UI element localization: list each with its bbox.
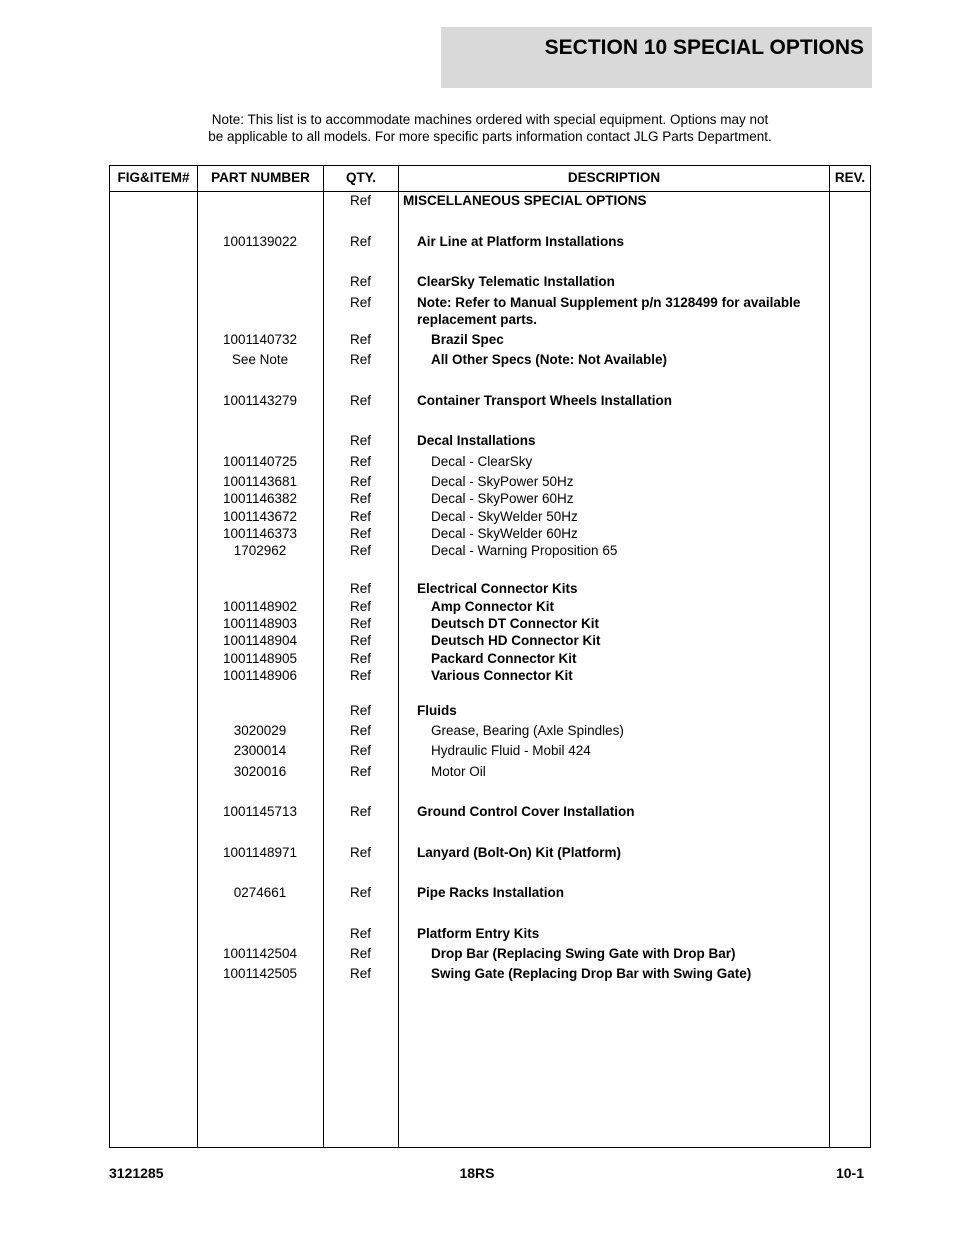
description-cell: Electrical Connector Kits: [417, 581, 578, 596]
part-number-cell: 0274661: [233, 885, 287, 900]
description-cell: Drop Bar (Replacing Swing Gate with Drop Bar): [431, 946, 736, 961]
description-cell: Decal - SkyPower 60Hz: [431, 491, 574, 506]
description-cell: MISCELLANEOUS SPECIAL OPTIONS: [403, 193, 647, 208]
description-cell: Container Transport Wheels Installation: [417, 393, 673, 408]
description-cell: Air Line at Platform Installations: [417, 234, 625, 249]
qty-cell: Ref: [349, 599, 371, 614]
footer-model: 18RS: [459, 1165, 495, 1181]
qty-cell: Ref: [349, 274, 371, 289]
qty-cell: Ref: [349, 668, 371, 683]
qty-cell: Ref: [349, 474, 371, 489]
qty-cell: Ref: [349, 633, 371, 648]
qty-cell: Ref: [349, 352, 371, 367]
part-number-cell: 1001143672: [222, 509, 298, 524]
description-cell: Decal - SkyPower 50Hz: [431, 474, 574, 489]
part-number-cell: 1001145713: [222, 804, 298, 819]
column-header-rev: REV.: [834, 170, 866, 185]
intro-note: [150, 111, 830, 145]
part-number-cell: 1001148906: [222, 668, 298, 683]
description-cell: Various Connector Kit: [431, 668, 573, 683]
part-number-cell: 3020016: [233, 764, 287, 779]
qty-cell: Ref: [349, 454, 371, 469]
qty-cell: Ref: [349, 332, 371, 347]
qty-cell: Ref: [349, 393, 371, 408]
description-cell: Decal Installations: [417, 433, 536, 448]
qty-cell: Ref: [349, 509, 371, 524]
description-cell: Hydraulic Fluid - Mobil 424: [431, 743, 591, 758]
qty-cell: Ref: [349, 966, 371, 981]
description-cell: All Other Specs (Note: Not Available): [431, 352, 668, 367]
qty-cell: Ref: [349, 433, 371, 448]
description-cell: Decal - SkyWelder 50Hz: [431, 509, 578, 524]
qty-cell: Ref: [349, 764, 371, 779]
qty-cell: Ref: [349, 193, 371, 208]
column-header-description: DESCRIPTION: [567, 170, 661, 185]
part-number-cell: 1001148905: [222, 651, 298, 666]
part-number-cell: 1001148971: [222, 845, 298, 860]
qty-cell: Ref: [349, 581, 371, 596]
intro-note-line-1: Note: This list is to accommodate machines ordered with special equipment. Options may not: [211, 112, 769, 127]
qty-cell: Ref: [349, 845, 371, 860]
qty-cell: Ref: [349, 723, 371, 738]
description-cell: Decal - SkyWelder 60Hz: [431, 526, 578, 541]
qty-cell: Ref: [349, 491, 371, 506]
description-cell: Pipe Racks Installation: [417, 885, 565, 900]
part-number-cell: 1001148904: [222, 633, 298, 648]
qty-cell: Ref: [349, 651, 371, 666]
part-number-cell: 1702962: [233, 543, 287, 558]
description-cell: Grease, Bearing (Axle Spindles): [431, 723, 624, 738]
description-cell: Decal - Warning Proposition 65: [431, 543, 618, 558]
description-cell: Amp Connector Kit: [431, 599, 554, 614]
intro-note-line-2: be applicable to all models. For more specific parts information contact JLG Parts Department.: [208, 129, 772, 144]
qty-cell: Ref: [349, 885, 371, 900]
part-number-cell: 1001148902: [222, 599, 298, 614]
part-number-cell: 3020029: [233, 723, 287, 738]
part-number-cell: 2300014: [233, 743, 287, 758]
part-number-cell: 1001142504: [222, 946, 298, 961]
qty-cell: Ref: [349, 804, 371, 819]
qty-cell: Ref: [349, 234, 371, 249]
qty-cell: Ref: [349, 543, 371, 558]
qty-cell: Ref: [349, 703, 371, 718]
qty-cell: Ref: [349, 616, 371, 631]
section-title: SECTION 10 SPECIAL OPTIONS: [544, 36, 864, 59]
column-header-qty: QTY.: [345, 170, 376, 185]
section-banner: [441, 27, 872, 88]
part-number-cell: 1001143279: [222, 393, 298, 408]
column-divider: [398, 165, 399, 1148]
qty-cell: Ref: [349, 295, 371, 310]
part-number-cell: 1001140732: [222, 332, 298, 347]
qty-cell: Ref: [349, 926, 371, 941]
part-number-cell: See Note: [231, 352, 289, 367]
description-cell: Lanyard (Bolt-On) Kit (Platform): [417, 845, 621, 860]
column-header-part-number: PART NUMBER: [211, 170, 310, 185]
footer-page-number: 10-1: [835, 1165, 864, 1181]
footer-doc-number: 3121285: [109, 1165, 164, 1181]
column-divider: [829, 165, 830, 1148]
part-number-cell: 1001139022: [222, 234, 298, 249]
description-cell: Brazil Spec: [431, 332, 504, 347]
description-cell: ClearSky Telematic Installation: [417, 274, 615, 289]
part-number-cell: 1001143681: [222, 474, 298, 489]
description-cell: Ground Control Cover Installation: [417, 804, 635, 819]
column-header-fig-item: FIG&ITEM#: [117, 170, 190, 185]
qty-cell: Ref: [349, 946, 371, 961]
description-cell: Fluids: [417, 703, 457, 718]
qty-cell: Ref: [349, 526, 371, 541]
description-cell: Packard Connector Kit: [431, 651, 577, 666]
part-number-cell: 1001142505: [222, 966, 298, 981]
description-cell: Decal - ClearSky: [431, 454, 533, 469]
part-number-cell: 1001140725: [222, 454, 298, 469]
description-cell: Swing Gate (Replacing Drop Bar with Swing Gate): [431, 966, 752, 981]
description-cell: Note: Refer to Manual Supplement p/n 3128499 for available replacement parts.: [417, 295, 801, 327]
description-cell: Motor Oil: [431, 764, 486, 779]
part-number-cell: 1001148903: [222, 616, 298, 631]
description-cell: Platform Entry Kits: [417, 926, 540, 941]
part-number-cell: 1001146373: [222, 526, 298, 541]
part-number-cell: 1001146382: [222, 491, 298, 506]
description-cell: Deutsch HD Connector Kit: [431, 633, 601, 648]
qty-cell: Ref: [349, 743, 371, 758]
description-cell: Deutsch DT Connector Kit: [431, 616, 600, 631]
